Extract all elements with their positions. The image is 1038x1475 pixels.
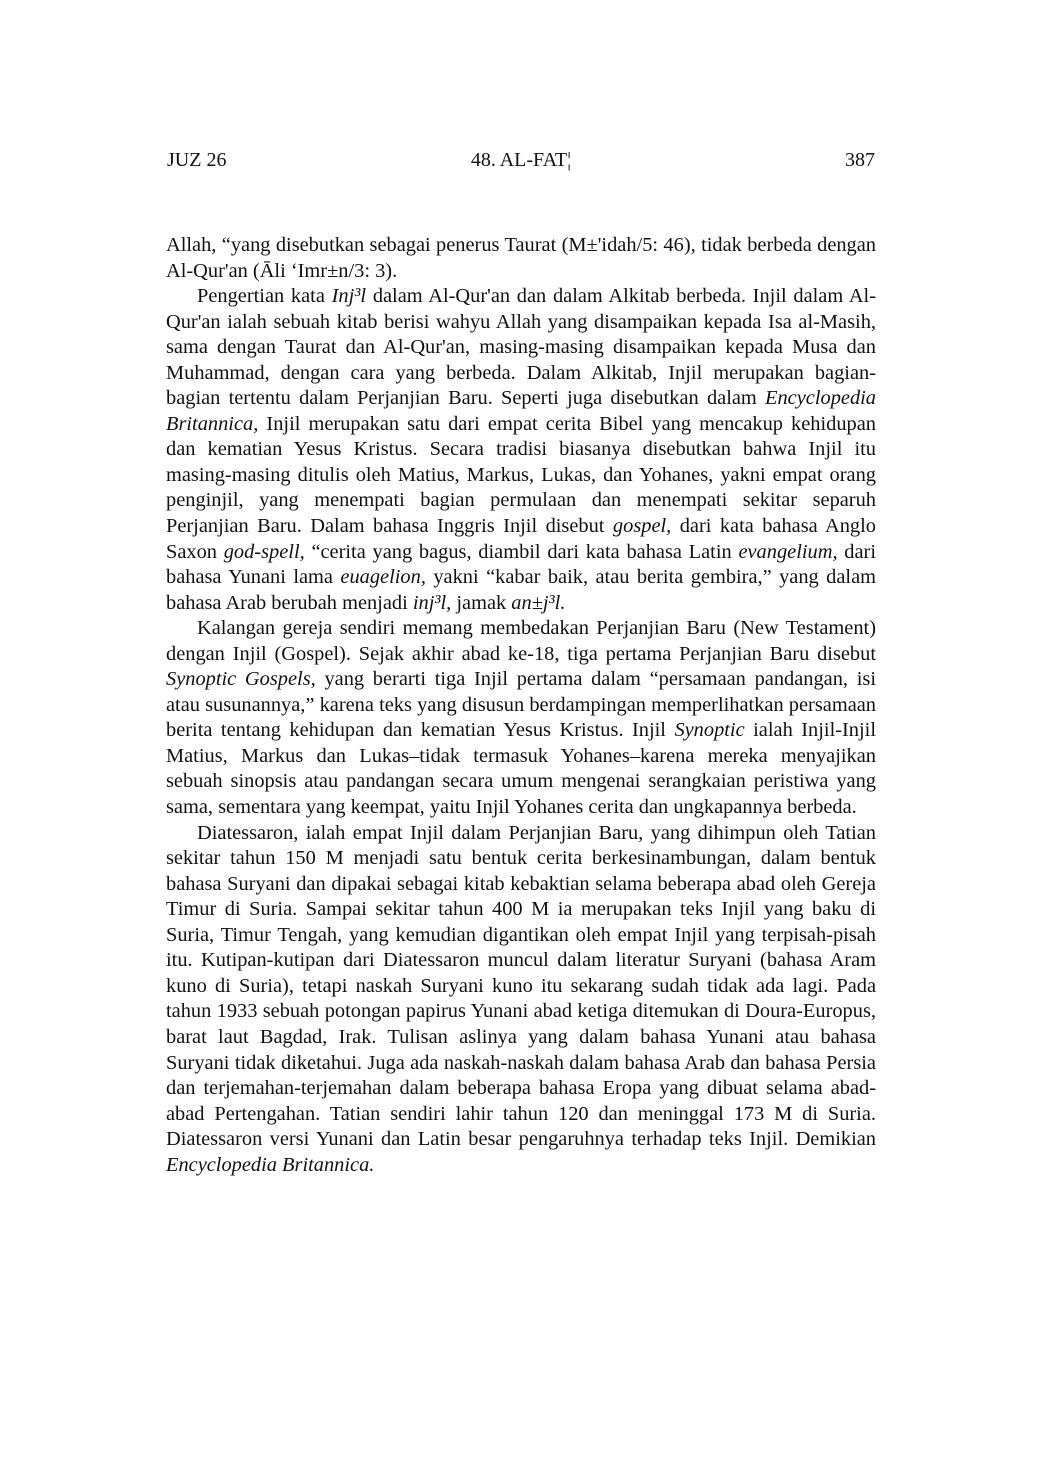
paragraph-synoptic (166, 616, 876, 820)
text-run: Kalangan gereja sendiri memang membedakan Perjanjian Baru (New Testament) dengan Injil (Gospel). Sejak akhir abad ke-18, tiga pertama Perjanjian Baru disebut (166, 617, 876, 665)
italic-term: Synoptic Gospels, (166, 668, 316, 691)
surah-title: 48. AL-FAT¦ (470, 149, 572, 171)
text-run: dari bahasa Yunani lama (166, 540, 876, 589)
italic-term: gospel, (612, 515, 672, 538)
italic-term: euagelion, (340, 566, 426, 589)
text-run: Pengertian kata (197, 285, 332, 308)
text-run: dalam Al-Qur'an dan dalam Alkitab berbeda. Injil dalam Al-Qur'an ialah sebuah kitab berisi wahyu Allah yang disampaikan kepada Isa al-Masih, sama dengan Taurat dan Al-Qur'an, masing-masing disampaikan kepada Musa dan Muhammad, dengan cara yang berbeda. Dalam Alkitab, Injil merupakan bagian-bagian tertentu dalam Perjanjian Baru. Seperti juga disebutkan dalam (166, 285, 876, 410)
paragraph-diatessaron (166, 821, 876, 1179)
italic-term: evangelium, (738, 540, 838, 563)
text-run: jamak (451, 591, 512, 614)
italic-term: Synoptic (674, 719, 745, 742)
text-run: ialah Injil-Injil Matius, Markus dan Lukas–tidak termasuk Yohanes–karena mereka menyajikan sebuah sinopsis atau pandangan secara umum mengenai serangkaian peristiwa yang sama, sementara yang keempat, yaitu Injil Yohanes cerita dan ungkapannya berbeda. (166, 719, 876, 819)
italic-term: Encyclopedia Britannica, (166, 387, 876, 435)
paragraph-continuation (166, 233, 876, 284)
commentary-body (166, 233, 876, 1178)
juz-label: JUZ 26 (167, 149, 227, 171)
text-run: yang berarti tiga Injil pertama dalam “persamaan pandangan, isi atau susunannya,” karena teks yang disusun berdampingan memperlihatkan persamaan berita tentang kehidupan dan kematian Yesus Kristus. Injil (166, 668, 876, 742)
italic-term: inj³l, (412, 591, 452, 614)
paragraph-injil-definition (166, 284, 876, 616)
text-run: Allah, “yang disebutkan sebagai penerus Taurat (M±'idah/5: 46), tidak berbeda dengan Al-Qur'an (Āli ‘Imr±n/3: 3). (166, 234, 876, 282)
italic-term: Encyclopedia Britannica. (166, 1153, 375, 1176)
italic-term: an±j³l. (511, 591, 566, 614)
italic-term: Inj³l (331, 285, 367, 308)
text-run: Injil merupakan satu dari empat cerita Bibel yang mencakup kehidupan dan kematian Yesus Kristus. Secara tradisi biasanya disebutkan bahwa Injil itu masing-masing ditulis oleh Matius, Markus, Lukas, dan Yohanes, yakni empat orang penginjil, yang menempati bagian permulaan dan menempati sekitar separuh Perjanjian Baru. Dalam bahasa Inggris Injil disebut (166, 412, 876, 538)
text-run: “cerita yang bagus, diambil dari kata bahasa Latin (304, 540, 739, 563)
text-run: Diatessaron, ialah empat Injil dalam Perjanjian Baru, yang dihimpun oleh Tatian sekitar tahun 150 M menjadi satu bentuk cerita berkesinambungan, dalam bentuk bahasa Suryani dan dipakai sebagai kitab kebaktian selama beberapa abad oleh Gereja Timur di Suria. Sampai sekitar tahun 400 M ia merupakan teks Injil yang baku di Suria, Timur Tengah, yang kemudian digantikan oleh empat Injil yang terpisah-pisah itu. Kutipan-kutipan dari Diatessaron muncul dalam literatur Suryani (bahasa Aram kuno di Suria), tetapi naskah Suryani kuno itu sekarang sudah tidak ada lagi. Pada tahun 1933 sebuah potongan papirus Yunani abad ketiga ditemukan di Doura-Europus, barat laut Bagdad, Irak. Tulisan aslinya yang dalam bahasa Yunani atau bahasa Suryani tidak diketahui. Juga ada naskah-naskah dalam bahasa Arab dan bahasa Persia dan terjemahan-terjemahan dalam beberapa bahasa Eropa yang dibuat selama abad-abad Pertengahan. Tatian sendiri lahir tahun 120 dan meninggal 173 M di Suria. Diatessaron versi Yunani dan Latin besar pengaruhnya terhadap teks Injil. Demikian (166, 821, 876, 1151)
page-number: 387 (845, 149, 875, 171)
running-header (167, 146, 875, 174)
italic-term: god-spell, (223, 540, 305, 563)
text-run: yakni “kabar baik, atau berita gembira,” yang dalam bahasa Arab berubah menjadi (166, 566, 876, 614)
text-run: dari kata bahasa Anglo Saxon (166, 515, 876, 563)
